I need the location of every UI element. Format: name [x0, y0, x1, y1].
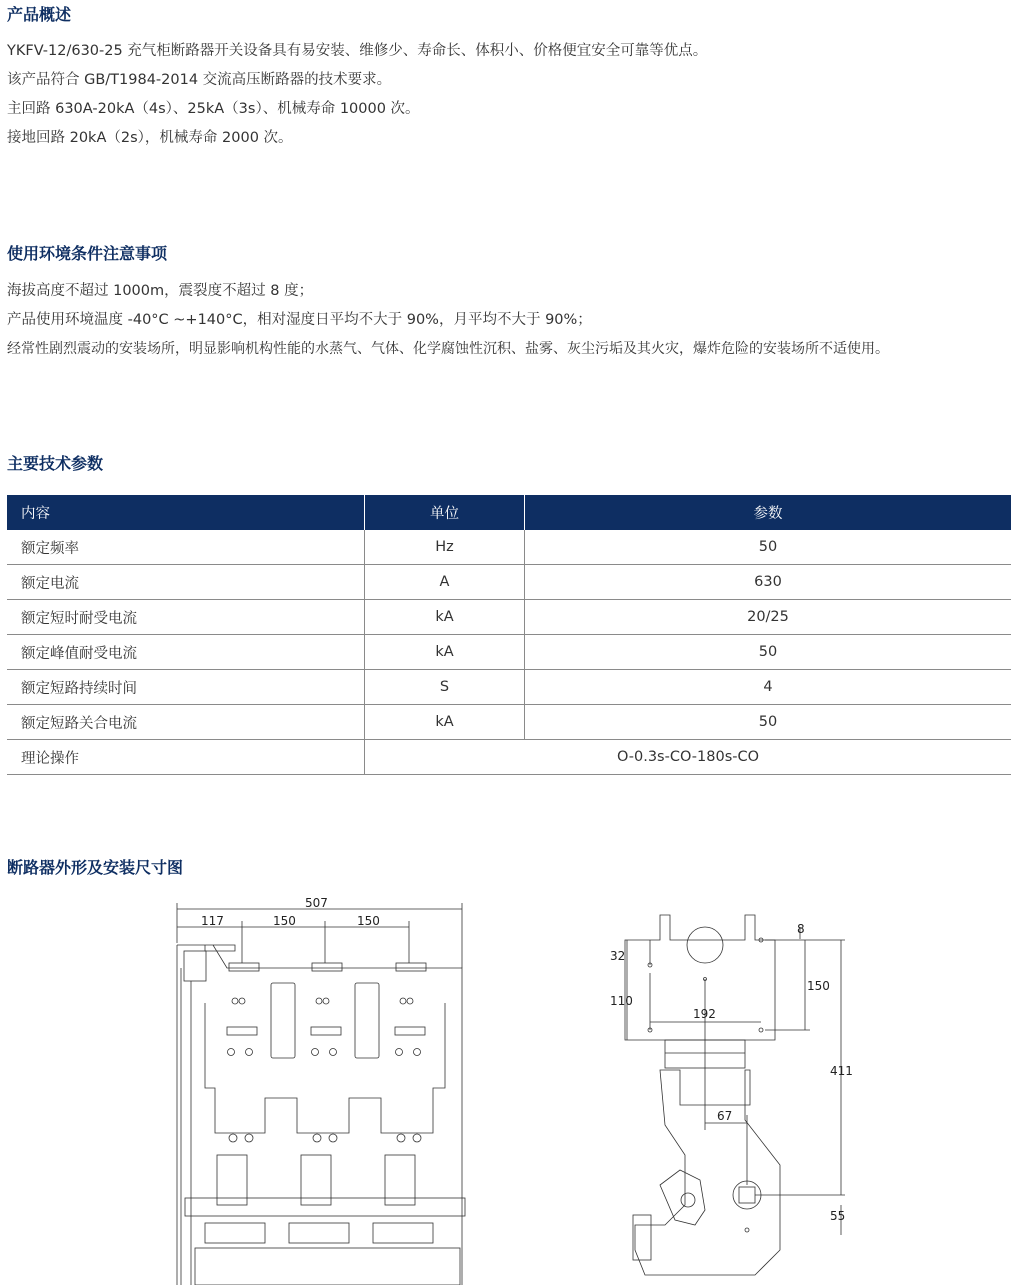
row-value: 20/25 [525, 600, 1012, 635]
table-row [7, 740, 1011, 775]
dim-411: 411 [830, 1064, 853, 1078]
table-row [7, 705, 1011, 740]
conditions-text [7, 277, 889, 364]
overview-line: 该产品符合 GB/T1984-2014 交流高压断路器的技术要求。 [7, 72, 392, 88]
overview-line: YKFV-12/630-25 充气柜断路器开关设备具有易安装、维修少、寿命长、体积小、价格便宜安全可靠等优点。 [7, 43, 708, 59]
row-name: 额定短路持续时间 [7, 670, 365, 705]
row-value: 50 [525, 530, 1012, 565]
dim-32: 32 [610, 949, 626, 963]
dimensions-title: 断路器外形及安装尺寸图 [7, 858, 184, 877]
header-unit: 单位 [365, 495, 525, 530]
dim-110: 110 [610, 994, 633, 1008]
dim-67: 67 [717, 1109, 733, 1123]
table-row [7, 670, 1011, 705]
conditions-line: 产品使用环境温度 -40°C ~+140°C，相对湿度日平均不大于 90%，月平均不大于 90%； [7, 312, 592, 328]
params-table [7, 495, 1011, 775]
conditions-title: 使用环境条件注意事项 [7, 244, 168, 263]
params-title: 主要技术参数 [7, 454, 104, 473]
table-row [7, 600, 1011, 635]
dim-8: 8 [797, 922, 805, 936]
table-header-row [7, 495, 1011, 530]
overview-line: 主回路 630A-20kA（4s）、25kA（3s）、机械寿命 10000 次。 [7, 101, 420, 117]
row-unit: A [365, 565, 525, 600]
conditions-line: 海拔高度不超过 1000m，震裂度不超过 8 度； [7, 283, 314, 299]
row-name: 额定短时耐受电流 [7, 600, 365, 635]
row-value: O-0.3s-CO-180s-CO [365, 740, 1012, 775]
table-row [7, 565, 1011, 600]
dim-150: 150 [807, 979, 830, 993]
row-value: 50 [525, 705, 1012, 740]
overview-title: 产品概述 [7, 5, 72, 24]
dim-192: 192 [693, 1007, 716, 1021]
conditions-line: 经常性剧烈震动的安装场所，明显影响机构性能的水蒸气、气体、化学腐蚀性沉积、盐雾、灰尘污垢及其火灾，爆炸危险的安装场所不适使用。 [7, 341, 889, 357]
dim-117: 117 [201, 914, 224, 928]
row-unit: Hz [365, 530, 525, 565]
dim-total: 507 [305, 896, 328, 910]
header-value: 参数 [525, 495, 1012, 530]
row-name: 额定频率 [7, 530, 365, 565]
row-name: 额定峰值耐受电流 [7, 635, 365, 670]
row-name: 额定电流 [7, 565, 365, 600]
row-value: 4 [525, 670, 1012, 705]
row-unit: kA [365, 600, 525, 635]
overview-text [7, 37, 707, 153]
table-row [7, 635, 1011, 670]
row-value: 50 [525, 635, 1012, 670]
row-unit: S [365, 670, 525, 705]
overview-line: 接地回路 20kA（2s），机械寿命 2000 次。 [7, 130, 293, 146]
front-view-drawing [165, 893, 470, 1285]
side-view-drawing [605, 905, 860, 1285]
row-name: 理论操作 [7, 740, 365, 775]
row-unit: kA [365, 705, 525, 740]
row-value: 630 [525, 565, 1012, 600]
table-row [7, 530, 1011, 565]
row-unit: kA [365, 635, 525, 670]
header-content: 内容 [7, 495, 365, 530]
dim-150-b: 150 [357, 914, 380, 928]
dim-55: 55 [830, 1209, 846, 1223]
row-name: 额定短路关合电流 [7, 705, 365, 740]
dim-150-a: 150 [273, 914, 296, 928]
